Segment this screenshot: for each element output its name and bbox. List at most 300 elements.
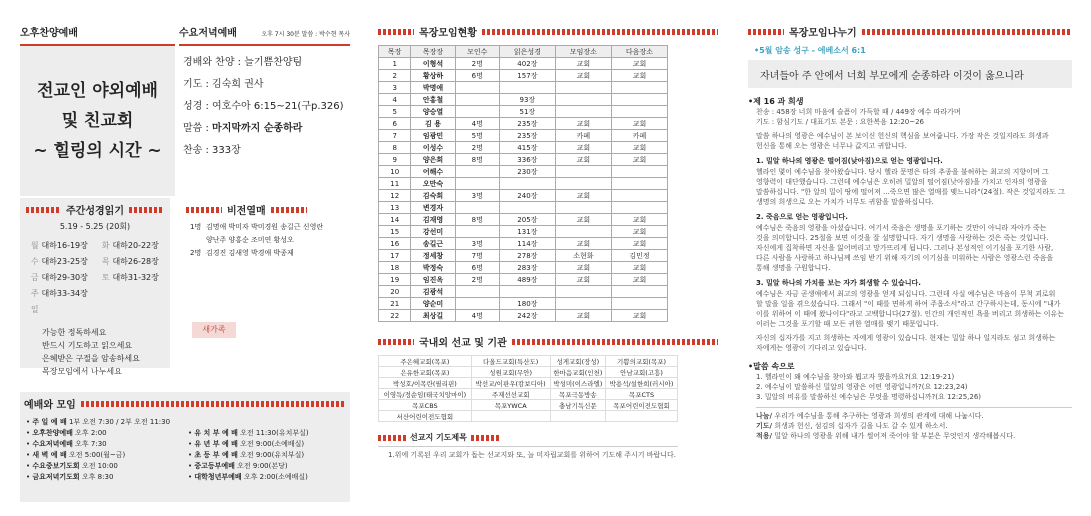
- table-cell: 8명: [455, 154, 499, 166]
- main-line-2: 및 친교회: [61, 111, 134, 131]
- table-cell: 21: [379, 298, 411, 310]
- mission-row: [379, 356, 678, 367]
- table-cell: 1: [379, 58, 411, 70]
- meeting-row: • 주 일 예 배 1부 오전 7:30 / 2부 오전 11:30: [26, 418, 171, 426]
- closing-line: 자신의 십자가를 지고 희생하는 자에게 영광이 있습니다. 현재는 밀알 하나 일지라도 섬고 희생하는: [756, 334, 1056, 342]
- weekly-note-line: 은혜받은 구절을 암송하세요: [42, 354, 140, 363]
- mission-cell: 박선교/이판우(캄보디아): [471, 378, 550, 389]
- left-panel: [20, 0, 350, 516]
- main-event-box: [20, 46, 175, 196]
- table-cell: 소현화: [555, 250, 611, 262]
- divider: [756, 407, 1072, 408]
- application-item: [748, 411, 1072, 421]
- evening-item-value: 여호수아 6:15~21(구p.326): [212, 101, 344, 112]
- table-cell: 교회: [555, 154, 611, 166]
- table-cell: 카페: [611, 130, 667, 142]
- table-cell: [611, 190, 667, 202]
- table-row: [379, 106, 668, 118]
- table-body: [379, 58, 668, 322]
- table-row: [379, 286, 668, 298]
- mission-cell: 박성미(이스라엘): [550, 378, 606, 389]
- table-cell: 황상하: [411, 70, 455, 82]
- reading-text: 대하29-30장: [41, 273, 88, 282]
- table-cell: [455, 94, 499, 106]
- table-cell: 2: [379, 70, 411, 82]
- meeting-row: • 오후찬양예배 오후 2:00: [26, 429, 107, 437]
- table-cell: 180장: [499, 298, 555, 310]
- memory-verse-box: 자녀들아 주 안에서 너희 부모에게 순종하라 이것이 옳으니라: [748, 60, 1072, 88]
- table-cell: [455, 286, 499, 298]
- sermon-point-line: 생명의 희생으로 오는 가치가 너무도 귀함을 말씀하십니다.: [756, 198, 934, 206]
- table-row: [379, 178, 668, 190]
- table-cell: 20: [379, 286, 411, 298]
- vision-rows: [180, 221, 350, 260]
- table-cell: [455, 82, 499, 94]
- table-cell: [555, 106, 611, 118]
- table-cell: 오만숙: [411, 178, 455, 190]
- right-panel: [748, 0, 1072, 516]
- meeting-name: 주 일 예 배: [32, 418, 67, 426]
- meeting-name: 금요저녁기도회: [32, 473, 80, 481]
- reading-day: 월: [30, 241, 39, 250]
- reading-text: 대하31-32장: [112, 273, 159, 282]
- evening-item-label: 말씀 :: [183, 123, 213, 134]
- table-cell: 2명: [455, 58, 499, 70]
- evening-item-value: 마지막까지 순종하라: [212, 123, 303, 134]
- table-cell: 15: [379, 226, 411, 238]
- vision-fruit: [180, 198, 350, 368]
- evening-item-value: 늘기쁨찬양팀: [244, 57, 303, 68]
- table-cell: [499, 82, 555, 94]
- memory-verse-head: •5월 암송 성구 - 에베소서 6:1: [754, 46, 866, 55]
- table-cell: 교회: [555, 142, 611, 154]
- table-cell: 19: [379, 274, 411, 286]
- table-cell: 카페: [555, 130, 611, 142]
- table-row: [379, 298, 668, 310]
- meeting-time: 오전 9:00(소예배실): [240, 440, 305, 448]
- evening-item-label: 성경 :: [183, 101, 213, 112]
- table-cell: 양순미: [411, 298, 455, 310]
- table-cell: [611, 298, 667, 310]
- table-cell: [555, 226, 611, 238]
- weekly-note-line: 반드시 기도하고 읽으세요: [42, 341, 133, 350]
- table-cell: 교회: [611, 226, 667, 238]
- table-cell: 205장: [499, 214, 555, 226]
- groups-title: 목장모임현황: [419, 28, 477, 39]
- meeting-name: 중고등부예배: [194, 462, 235, 470]
- reading-day: 주일: [30, 289, 39, 314]
- mission-cell: 목포CBS: [379, 400, 472, 411]
- application-text: 우리가 예수님을 통해 추구하는 영광과 희생의 관계에 대해 나눕시다.: [772, 412, 984, 420]
- table-cell: 교회: [555, 214, 611, 226]
- reading-text: 대하16-19장: [41, 241, 88, 250]
- reading-text: 대하33-34장: [41, 289, 88, 298]
- mission-cell: 기쁨의교회(목포): [606, 356, 678, 367]
- table-cell: 14: [379, 214, 411, 226]
- meetings-right-col: [188, 417, 350, 483]
- table-header-cell: 다음장소: [611, 46, 667, 58]
- meeting-time: 오후 2:00: [75, 429, 107, 437]
- table-cell: [455, 106, 499, 118]
- weekly-note-line: 가능한 정독하세요: [42, 328, 107, 337]
- lesson-info: [748, 107, 1072, 127]
- table-cell: [555, 166, 611, 178]
- meetings-head: [20, 392, 350, 411]
- questions-head: •말씀 속으로: [748, 362, 795, 371]
- meeting-time: 오전 10:00: [81, 462, 118, 470]
- mission-cell: [471, 411, 550, 422]
- evening-item-label: 기도 :: [183, 79, 213, 90]
- sermon-point: [748, 273, 1072, 329]
- mission-cell: 안남교회(고흥): [606, 367, 678, 378]
- mission-cell: [550, 411, 606, 422]
- table-cell: [611, 178, 667, 190]
- vision-count: 2명: [190, 249, 202, 257]
- table-cell: [611, 82, 667, 94]
- meeting-time: 1부 오전 7:30 / 2부 오전 11:30: [68, 418, 171, 426]
- table-cell: 임광민: [411, 130, 455, 142]
- lesson-head: •제 16 과 희생: [748, 97, 804, 106]
- lesson-info-line: 찬송 : 458장 너희 마음에 슬픔이 가득할 때 / 449장 예수 따라가며: [756, 108, 961, 116]
- middle-panel: [378, 0, 718, 516]
- weekly-reading: [20, 198, 170, 376]
- table-cell: 양승열: [411, 106, 455, 118]
- table-row: [379, 214, 668, 226]
- table-cell: 242장: [499, 310, 555, 322]
- sermon-point-line: 예수님은 자금 곧생애에서 최고의 영광을 얻게 되십니다. 그런데 사실 예수님은 마음이 무척 괴로워: [756, 290, 1056, 298]
- evening-list: [179, 46, 350, 162]
- reading-day: [99, 286, 112, 318]
- sermon-point: [748, 151, 1072, 207]
- reading-day: 토: [101, 273, 110, 282]
- dash-decoration: [862, 29, 1072, 35]
- application-item: [748, 431, 1072, 441]
- mission-cell: 주재선선교회: [471, 389, 550, 400]
- table-cell: 4: [379, 94, 411, 106]
- application-list: [748, 411, 1072, 441]
- reading-row: [28, 286, 170, 318]
- meeting-row: • 새 벽 예 배 오전 5:00(월~금): [26, 451, 126, 459]
- table-cell: [455, 298, 499, 310]
- table-row: [379, 202, 668, 214]
- mission-cell: 한마음교회(인천): [550, 367, 606, 378]
- table-cell: 교회: [611, 118, 667, 130]
- table-cell: 402장: [499, 58, 555, 70]
- missions-table: [378, 355, 678, 422]
- table-cell: [611, 202, 667, 214]
- table-cell: 8명: [455, 214, 499, 226]
- evening-title: 수요저녁예배: [179, 28, 237, 39]
- table-cell: 10: [379, 166, 411, 178]
- worship-top: [20, 22, 350, 212]
- question-line: 2. 예수님이 말씀하신 밀알의 영광은 어떤 영광입니까?(요 12:23,24): [756, 383, 968, 391]
- vision-names: 김경진 김새영 박경애 박종제: [206, 249, 294, 257]
- reading-text: 대하26-28장: [112, 257, 159, 266]
- main-line-1: 전교인 야외예배: [37, 81, 158, 101]
- vision-names: 김명애 박미자 박미경원 송길근 신영란: [206, 223, 324, 231]
- table-cell: 교회: [611, 142, 667, 154]
- application-item: [748, 421, 1072, 431]
- table-cell: [555, 94, 611, 106]
- sermon-point-head: 3. 밀알 하나의 가치를 보는 자가 희생할 수 있습니다.: [756, 279, 921, 287]
- table-cell: 교회: [611, 58, 667, 70]
- mission-cell: [606, 411, 678, 422]
- sermon-point-line: 말씀하십니다. "한 알의 밀이 땅에 떨어져 ...죽으면 많은 열매를 맺느니라"(24절). 작은 것일지라도 그: [756, 188, 1065, 196]
- table-cell: 어해수: [411, 166, 455, 178]
- evening-time: 오후 7시 30분 말씀 : 박수현 목사: [261, 31, 350, 38]
- table-cell: 16: [379, 238, 411, 250]
- table-cell: 22: [379, 310, 411, 322]
- table-header-cell: 모임장소: [555, 46, 611, 58]
- table-cell: 최상길: [411, 310, 455, 322]
- table-row: [379, 142, 668, 154]
- table-cell: [555, 202, 611, 214]
- closing-line: 자에게는 영광이 기다리고 있습니다.: [756, 344, 867, 352]
- table-header-cell: 목장장: [411, 46, 455, 58]
- reading-row: [28, 238, 170, 254]
- meetings-title: 예배와 모임: [24, 400, 76, 411]
- dash-decoration: [378, 339, 414, 345]
- weekly-note-line: 목장모임에서 나누세요: [42, 367, 122, 376]
- table-header-cell: 읽은성경: [499, 46, 555, 58]
- table-cell: 교회: [611, 262, 667, 274]
- mission-cell: 목포YWCA: [471, 400, 550, 411]
- evening-item-value: 김숙희 권사: [212, 79, 264, 90]
- table-cell: 교회: [555, 262, 611, 274]
- table-cell: [455, 178, 499, 190]
- table-cell: 교회: [555, 190, 611, 202]
- mission-cell: 충남기독신문: [550, 400, 606, 411]
- table-row: [379, 82, 668, 94]
- missions-body: [379, 356, 678, 422]
- reading-day: 수: [30, 257, 39, 266]
- table-cell: 박정숙: [411, 262, 455, 274]
- dash-decoration: [471, 435, 499, 441]
- table-cell: [455, 202, 499, 214]
- table-row: [379, 130, 668, 142]
- table-cell: [555, 178, 611, 190]
- table-cell: 4명: [455, 310, 499, 322]
- meeting-time: 오후 7:30: [75, 440, 107, 448]
- table-cell: [611, 106, 667, 118]
- table-cell: 12: [379, 190, 411, 202]
- table-cell: 임진옥: [411, 274, 455, 286]
- sermon-point-line: 자신에게 집착하면 자신을 잃어버리고 망가뜨리게 됩니다. 그러나 본성적인 이기심을 포기한 사람,: [756, 244, 1054, 252]
- meeting-time: 오전 9:00(유치부실): [240, 451, 305, 459]
- table-cell: 이형석: [411, 58, 455, 70]
- table-cell: 교회: [555, 310, 611, 322]
- meeting-row: • 수요저녁예배 오후 7:30: [26, 440, 107, 448]
- dash-decoration: [378, 29, 414, 35]
- weekly-head: [20, 198, 170, 217]
- table-cell: 교회: [611, 214, 667, 226]
- table-cell: 415장: [499, 142, 555, 154]
- table-cell: 김재영: [411, 214, 455, 226]
- table-cell: 5: [379, 106, 411, 118]
- table-cell: 정세창: [411, 250, 455, 262]
- table-cell: 240장: [499, 190, 555, 202]
- table-cell: [611, 166, 667, 178]
- mission-cell: 이영득/정순임(태국치앙마이): [379, 389, 472, 400]
- table-cell: 283장: [499, 262, 555, 274]
- evening-item-label: 찬송 :: [183, 145, 213, 156]
- table-cell: 336장: [499, 154, 555, 166]
- table-cell: 이성수: [411, 142, 455, 154]
- table-row: [379, 154, 668, 166]
- sermon-point-head: 1. 밀알 하나의 영광은 떨어짐(낮아짐)으로 얻는 영광입니다.: [756, 157, 943, 165]
- table-cell: [555, 298, 611, 310]
- meeting-name: 수요중보기도회: [32, 462, 80, 470]
- meetings-section: [20, 392, 350, 502]
- table-row: [379, 70, 668, 82]
- mission-cell: 박용석/설한희(러시아): [606, 378, 678, 389]
- table-cell: 3명: [455, 190, 499, 202]
- evening-head: [179, 22, 350, 44]
- dash-decoration: [186, 207, 222, 213]
- meeting-name: 새 벽 예 배: [32, 451, 67, 459]
- sermon-point-line: 이를 위하여 이 때에 왔나이다"라고 고백합니다(27절). 인간의 개인적인 욕을 버리고 희생하는 이유는: [756, 310, 1065, 318]
- table-header-cell: 모인수: [455, 46, 499, 58]
- meeting-row: • 중고등부예배 오전 9:00(본당): [188, 462, 288, 470]
- table-cell: [499, 178, 555, 190]
- meetings-left-col: [26, 417, 188, 483]
- meeting-name: 초 등 부 예 배: [194, 451, 238, 459]
- table-cell: 교회: [555, 274, 611, 286]
- table-cell: 김광석: [411, 286, 455, 298]
- meeting-row: • 유 년 부 예 배 오전 9:00(소예배실): [188, 440, 305, 448]
- mission-row: [379, 400, 678, 411]
- dash-decoration: [378, 435, 406, 441]
- table-cell: 489장: [499, 274, 555, 286]
- dash-decoration: [748, 29, 784, 35]
- table-cell: [555, 286, 611, 298]
- table-cell: 9: [379, 154, 411, 166]
- table-row: [379, 310, 668, 322]
- mission-cell: 은유한교회(목포): [379, 367, 472, 378]
- groups-head: [378, 0, 718, 39]
- meeting-name: 유 년 부 예 배: [194, 440, 238, 448]
- prayer-text: 1.위에 기록된 우리 교회가 돕는 선교지와 또, 늘 미자립교회를 위하여 기도해 주시기 바랍니다.: [388, 451, 677, 459]
- table-cell: 4명: [455, 118, 499, 130]
- reading-text: 대하20-22장: [112, 241, 159, 250]
- table-cell: 변경자: [411, 202, 455, 214]
- table-cell: 교회: [555, 70, 611, 82]
- table-cell: [455, 226, 499, 238]
- afternoon-worship: [20, 22, 175, 212]
- table-header-row: [379, 46, 668, 58]
- groups-table: [378, 45, 668, 322]
- closing-text: [748, 329, 1072, 353]
- meeting-row: • 금요저녁기도회 오후 8:30: [26, 473, 114, 481]
- dash-decoration: [271, 207, 307, 213]
- sermon-point-line: 이러는 그것을 포기할 때 모든 귀한 열매를 맺기 때문입니다.: [756, 320, 939, 328]
- vision-row: [190, 247, 350, 260]
- evening-item: [179, 52, 350, 74]
- meeting-row: • 수요중보기도회 오전 10:00: [26, 462, 118, 470]
- vision-title: 비전열매: [227, 206, 266, 217]
- application-label: 나눔/: [756, 412, 773, 420]
- table-cell: 양은희: [411, 154, 455, 166]
- sermon-point-line: 것을 의미합니다. 25절을 보면 이것을 잘 설명합니다. 자기 생명을 사랑하는 것은 죽는 것입니다.: [756, 234, 1049, 242]
- mission-cell: 목포극동방송: [550, 389, 606, 400]
- table-cell: [555, 82, 611, 94]
- table-cell: 송길근: [411, 238, 455, 250]
- mission-cell: 주은혜교회(목포): [379, 356, 472, 367]
- sermon-point-line: 헬라인 몇이 예수님을 찾아왔습니다. 당시 헬라 문명은 타의 추종을 불허하는 최고의 지향이며 그: [756, 168, 1049, 176]
- table-header-cell: 목장: [379, 46, 411, 58]
- mission-row: [379, 367, 678, 378]
- vision-head: [180, 198, 350, 221]
- newcomer-badge: 새가족: [192, 322, 236, 338]
- meeting-time: 오전 5:00(월~금): [68, 451, 126, 459]
- meeting-time: 오전 9:00(본당): [237, 462, 288, 470]
- evening-item: [179, 118, 350, 140]
- vision-row: [190, 234, 350, 247]
- meeting-row: • 유 치 부 예 배 오전 11:30(유치부실): [188, 429, 309, 437]
- meeting-name: 대학청년부예배: [194, 473, 242, 481]
- table-cell: 교회: [611, 274, 667, 286]
- reading-day: 목: [101, 257, 110, 266]
- table-cell: 교회: [611, 154, 667, 166]
- table-cell: 7: [379, 130, 411, 142]
- vision-row: [190, 221, 350, 234]
- evening-item-value: 333장: [212, 145, 241, 156]
- reading-day: 금: [30, 273, 39, 282]
- table-cell: 교회: [611, 70, 667, 82]
- table-row: [379, 226, 668, 238]
- lesson-info-line: 기도 : 함심기도 / 대표기도 본문 : 요한복음 12:20~26: [756, 118, 925, 126]
- vision-count: 1명: [190, 223, 202, 231]
- table-cell: 131장: [499, 226, 555, 238]
- table-row: [379, 262, 668, 274]
- table-cell: 18: [379, 262, 411, 274]
- table-cell: [455, 166, 499, 178]
- sermon-point-line: 예수님은 죽음의 영광을 아셨습니다. 여기서 죽음은 생명을 포기하는 것만이 아니라 자아가 죽는: [756, 224, 1047, 232]
- table-cell: 교회: [555, 238, 611, 250]
- sermon-point-line: 통해 생명을 구원합니다.: [756, 264, 831, 272]
- table-cell: 6명: [455, 70, 499, 82]
- intro-text: [748, 127, 1072, 151]
- table-row: [379, 250, 668, 262]
- table-cell: [611, 286, 667, 298]
- meeting-row: • 초 등 부 예 배 오전 9:00(유치부실): [188, 451, 305, 459]
- dash-decoration: [512, 339, 718, 345]
- table-cell: 230장: [499, 166, 555, 178]
- questions-list: [748, 372, 1072, 402]
- sermon-point: [748, 207, 1072, 273]
- table-row: [379, 190, 668, 202]
- reading-row: [28, 254, 170, 270]
- evening-item: [179, 140, 350, 162]
- weekly-rows: [20, 238, 170, 318]
- mission-row: [379, 411, 678, 422]
- intro-line: 말씀 하나의 영광은 예수님이 본 보이신 헌신의 핵심을 보여줍니다. 가장 작은 것일지라도 희생과: [756, 132, 1049, 140]
- table-cell: 교회: [611, 238, 667, 250]
- table-cell: 7명: [455, 250, 499, 262]
- mission-row: [379, 378, 678, 389]
- table-cell: 8: [379, 142, 411, 154]
- table-row: [379, 166, 668, 178]
- sermon-point-line: 할 말을 일을 겪으셨습니다. 그래서 "이 때를 면하게 하여 주옵소서"라고 간구하시는데, 동시에 "내가: [756, 300, 1061, 308]
- weekly-title: 주간성경읽기: [66, 206, 124, 217]
- meeting-time: 오후 2:00(소예배실): [243, 473, 308, 481]
- table-cell: 6명: [455, 262, 499, 274]
- reading-row: [28, 270, 170, 286]
- meetings-grid: [20, 411, 350, 483]
- table-cell: 5명: [455, 130, 499, 142]
- evening-item-label: 경배와 찬양 :: [183, 57, 245, 68]
- table-cell: 2명: [455, 274, 499, 286]
